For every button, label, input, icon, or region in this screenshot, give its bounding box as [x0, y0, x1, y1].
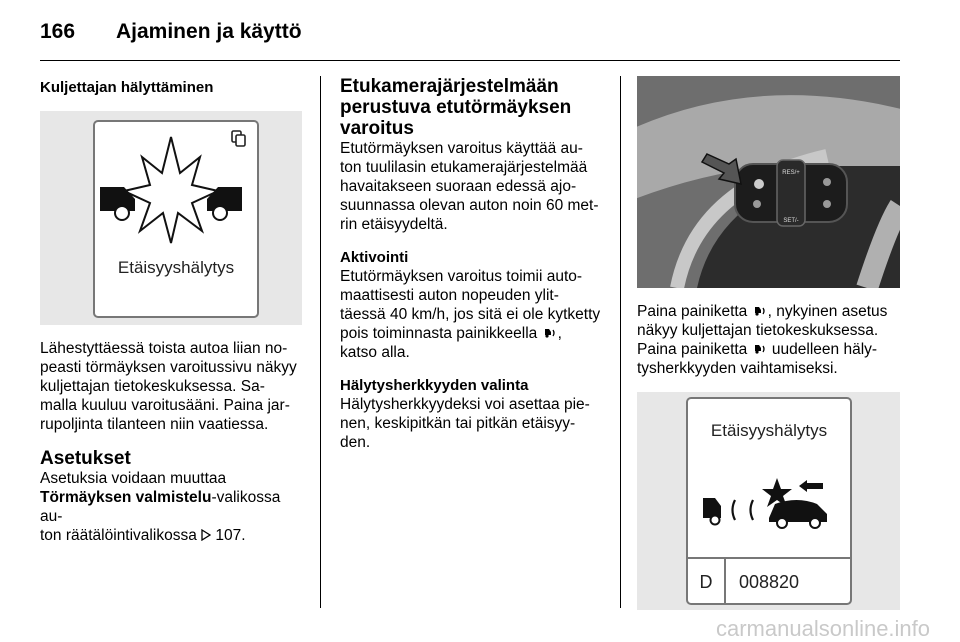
page-number: 166 — [40, 20, 76, 43]
column-divider-1 — [320, 76, 321, 608]
fcw-button-icon — [752, 305, 768, 317]
wheel-button-right-lower — [823, 200, 831, 208]
wheel-button-right-upper — [823, 178, 831, 186]
activation-text-1: Etutörmäyksen varoitus toimii auto- maattisesti auton nopeuden ylit- täessä 40 km/h, jos sitä ei ole kytketty pois toiminnasta painikkeella — [340, 268, 601, 342]
activation-text-2: , katso alla. — [340, 325, 562, 361]
col3-paragraph — [637, 302, 900, 378]
steering-wheel-figure — [637, 76, 900, 288]
header-divider — [40, 60, 900, 61]
page-header — [40, 18, 900, 58]
settings-line-3 — [40, 526, 305, 545]
chapter-title: Ajaminen ja käyttö — [116, 20, 302, 43]
settings-line-2 — [40, 488, 305, 526]
display-title: Etäisyyshälytys — [710, 421, 828, 440]
col3-text-1: Paina painiketta — [637, 303, 752, 320]
alert-paragraph: Lähestyttäessä toista autoa liian no- peasti törmäyksen varoitussivu näkyy kuljettajan tietokeskuksessa. Sa- malla kuuluu varoitusääni. Paina jar- rupoljinta tilanteen niin vaatiessa. — [40, 340, 297, 433]
sensitivity-heading: Hälytysherkkyyden valinta — [340, 377, 529, 394]
column-2 — [340, 76, 606, 452]
settings-page-ref: 107. — [211, 527, 246, 544]
wheel-res-label: RES/+ — [782, 170, 800, 176]
wheel-button-left-lower — [753, 200, 761, 208]
fcw-intro: Etutörmäyksen varoitus käyttää au- ton tuulilasin etukamerajärjestelmää havaitakseen suoraan edessä ajo- suunnassa olevan auton noin 60 met- rin etäisyydeltä. — [340, 140, 599, 233]
sensitivity-text: Hälytysherkkyydeksi voi asettaa pie- nen, keskipitkän tai pitkän etäisyy- den. — [340, 396, 590, 451]
col3-text-2: , nykyinen asetus näkyy kuljettajan tietokeskuksessa. Paina painiketta — [637, 303, 888, 358]
figure-label: Etäisyyshälytys — [117, 258, 235, 277]
column-divider-2 — [620, 76, 621, 608]
fcw-button-icon — [542, 327, 558, 339]
fcw-wheel-button — [754, 179, 764, 189]
settings-menu-name: Törmäyksen valmistelu — [40, 489, 212, 506]
activation-heading: Aktivointi — [340, 249, 409, 266]
activation-text — [340, 267, 606, 362]
settings-line-1: Asetuksia voidaan muuttaa — [40, 470, 227, 487]
distance-alert-display-figure — [637, 392, 900, 610]
arrow-ref-icon — [201, 529, 211, 541]
collision-warning-figure — [40, 111, 302, 325]
wheel-set-label: SET/- — [783, 218, 799, 224]
fcw-button-icon — [752, 343, 768, 355]
display-gear: D — [699, 572, 713, 592]
section-heading-fcw: Etukamerajärjestelmään perustuva etutörmäyksen varoitus — [340, 76, 572, 139]
display-odometer: 008820 — [738, 572, 800, 592]
watermark: carmanualsonline.info — [716, 616, 931, 641]
column-1 — [40, 76, 305, 545]
section-heading-driver-alert: Kuljettajan hälyttäminen — [40, 79, 214, 96]
col3-text-3: uudelleen häly- tysherkkyyden vaihtamiseksi. — [637, 341, 878, 377]
settings-line-2-rest: -valikossa au- — [40, 489, 281, 525]
column-3 — [637, 76, 900, 610]
settings-line-3-text: ton räätälöintivalikossa — [40, 527, 202, 544]
settings-heading: Asetukset — [40, 448, 131, 469]
